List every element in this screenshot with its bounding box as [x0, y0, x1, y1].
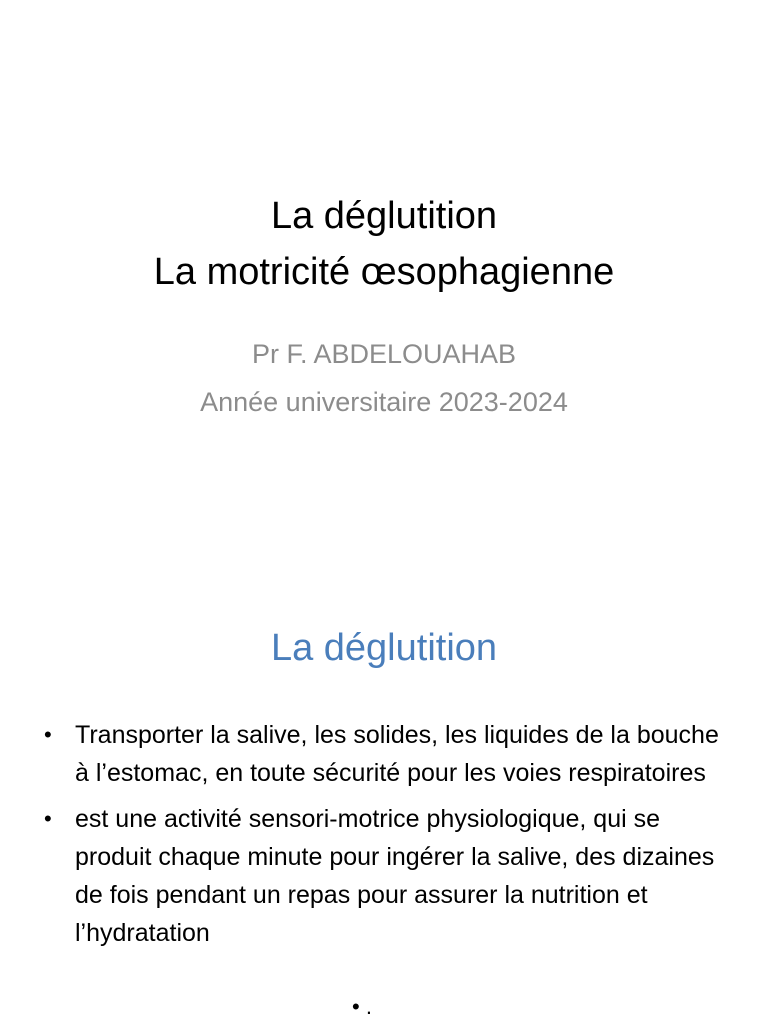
title-line-2: La motricité œsophagienne	[153, 251, 615, 293]
slide-subtitle	[0, 330, 768, 426]
slide-title-heading	[0, 188, 768, 300]
trailing-bullet-mark: • .	[352, 994, 372, 1019]
slide-content	[0, 576, 768, 1024]
title-line-1: La déglutition	[270, 195, 498, 237]
section-heading: La déglutition	[270, 627, 498, 669]
bullet-icon: •	[44, 722, 52, 747]
author-name: Pr F. ABDELOUAHAB	[251, 339, 517, 369]
bullet-item-1	[44, 716, 734, 792]
bullet-text-1: Transporter la salive, les solides, les liquides de la bouche à l’estomac, en toute sécurité pour les voies respiratoires	[75, 721, 719, 787]
bullet-list	[44, 716, 734, 960]
bullet-text-2: est une activité sensori-motrice physiologique, qui se produit chaque minute pour ingérer la salive, des dizaines de fois pendant un repas pour assurer la nutrition et l’hydratation	[75, 805, 715, 947]
academic-year: Année universitaire 2023-2024	[200, 387, 568, 417]
bullet-icon: •	[44, 806, 52, 831]
bullet-item-2	[44, 800, 734, 952]
